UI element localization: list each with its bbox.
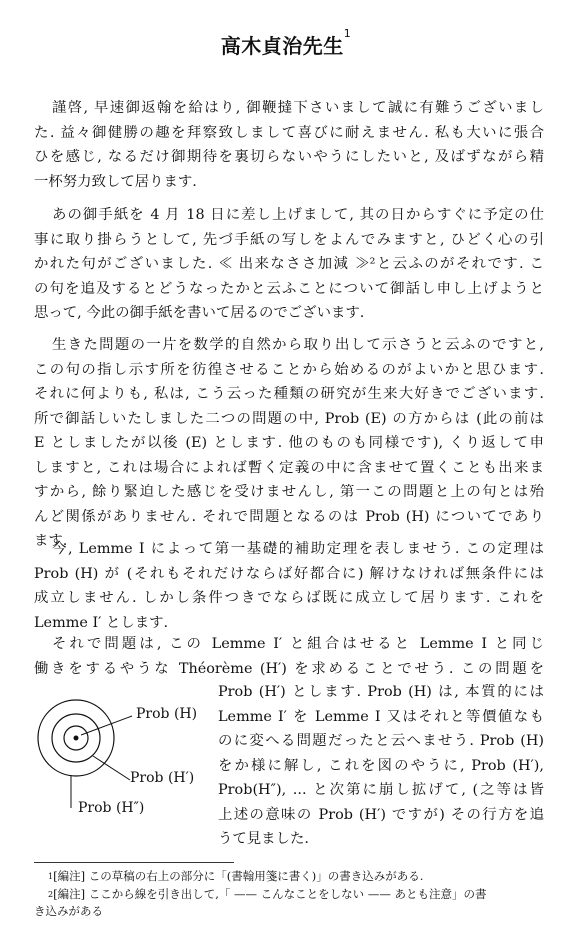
paragraph-line: 上述の意味の Prob (H′) ですが) その行方を追 (218, 806, 544, 823)
footnote-1-mark: 1 (48, 872, 54, 881)
paragraph-line: E としましたが以後 (E) とします. 他のものも同様です), くり返して申 (34, 435, 544, 451)
paragraph-line: すから, 餘り緊迫した感じを受けませんし, 第一この問題と上の句とは殆 (34, 484, 544, 500)
paragraph-5 (34, 632, 544, 681)
center-dot (74, 736, 79, 741)
paragraph-line: うて見ました. (218, 831, 309, 847)
footnote-rule (34, 862, 234, 863)
paragraph-1 (34, 96, 544, 194)
footnote-2-text: [編注] ここから線を引き出して,「 —— こんなことをしない —— あとも注意」の書 (53, 887, 487, 901)
concentric-circles-figure (34, 680, 214, 830)
footnote-2-mark: 2 (48, 890, 54, 899)
paragraph-line: この句の指し示す所を彷徨させることから始めるのがよいかと思ひます. (34, 361, 544, 378)
page-title (0, 27, 572, 59)
figure-label-prob-h-prime: Prob (H′) (130, 770, 195, 786)
figure-label-prob-h: Prob (H) (136, 706, 198, 722)
paragraph-line: 今, Lemme I によって第一基礎的補助定理を表しませう. この定理は (52, 541, 544, 557)
paragraph-line: かれた句がございました. ≪ 出来なささ加減 ≫²と云ふのがそれです. こ (34, 256, 544, 272)
paragraph-line: 成立しません. しかし条件つきでならば既に成立して居ります. これを (34, 590, 544, 606)
paragraph-line: んど関係がありません. それで問題となるのは Prob (H) についてであり (34, 508, 544, 525)
paragraph-line: の句を追及するとどうなったかと云ふことについて御話し申し上げようと (34, 280, 544, 297)
paragraph-line: あの御手紙を 4 月 18 日に差し上げまして, 其の日からすぐに予定の仕 (52, 207, 544, 223)
paragraph-line: Prob (H′) とします. Prob (H) は, 本質的には (218, 684, 544, 700)
paragraph-3 (34, 333, 544, 554)
paragraph-line: それで問題は, この Lemme I′ と組合はせると Lemme I と同じ (52, 636, 544, 652)
paragraph-line: た. 益々御健勝の趣を拜察致しまして喜びに耐えません. 私も大いに張合 (34, 124, 544, 141)
paragraph-line: ひを感じ, なるだけ御期待を裏切らないやうにしたいと, 及ばずながら精 (34, 149, 544, 165)
paragraph-line: しますと, これは場合によれば暫く定義の中に含ませて置くことも出来ま (34, 459, 544, 476)
footnote-1 (34, 868, 544, 885)
footnote-2 (34, 886, 544, 903)
paragraph-line: Lemme I′ とします. (34, 614, 169, 631)
pointer-line-h (81, 716, 132, 735)
figure-wrap-text (218, 680, 544, 852)
figure-label-prob-h-double-prime: Prob (H″) (78, 800, 145, 816)
title-text: 高木貞治先生 (220, 34, 344, 58)
paragraph-line: をか様に解し, これを図のやうに, Prob (H′), (218, 757, 544, 774)
title-footnote-mark: 1 (343, 27, 352, 40)
paragraph-line: のに変へる問題だったと云へませう. Prob (H) (218, 733, 544, 749)
footnote-1-text: [編注] この草稿の右上の部分に「(書翰用箋に書く)」の書き込みがある. (53, 869, 424, 883)
paragraph-line: 働きをするやうな Théorème (H′) を求めることでせう. この問題を (34, 660, 544, 677)
paragraph-line: Prob(H″), ... と次第に崩し拡げて, (之等は皆 (218, 782, 544, 798)
paragraph-line: Prob (H) が (それもそれだけならば好都合に) 解けなければ無条件には (34, 565, 544, 582)
paragraph-2 (34, 203, 544, 326)
footnote-2-text-continued: き込みがある (34, 904, 103, 918)
paragraph-4 (34, 537, 544, 635)
paragraph-line: 所で御話しいたしました二つの問題の中, Prob (E) の方からは (此の前は (34, 410, 544, 427)
paragraph-line: 事に取り掛らうとして, 先づ手紙の写しをよんでみますと, ひどく心の引 (34, 231, 544, 248)
paragraph-line: 生きた問題の一片を数学的自然から取り出して示さうと云ふのですと, (52, 337, 544, 353)
paragraph-line: Lemme I′ を Lemme I 又はそれと等價値なも (218, 708, 544, 725)
paragraph-line: 一杯努力致して居ります. (34, 173, 197, 190)
paragraph-line: ます. (34, 533, 68, 549)
paragraph-line: それに何よりも, 私は, こう云った種類の研究が生来大好きでございます. (34, 386, 544, 402)
paragraph-line: 謹啓, 早速御返翰を給はり, 御鞭撻下さいまして誠に有難うございまし (52, 100, 544, 116)
footnote-2-continued (34, 903, 544, 920)
paragraph-line: 思って, 今此の御手紙を書いて居るのでございます. (34, 305, 365, 321)
